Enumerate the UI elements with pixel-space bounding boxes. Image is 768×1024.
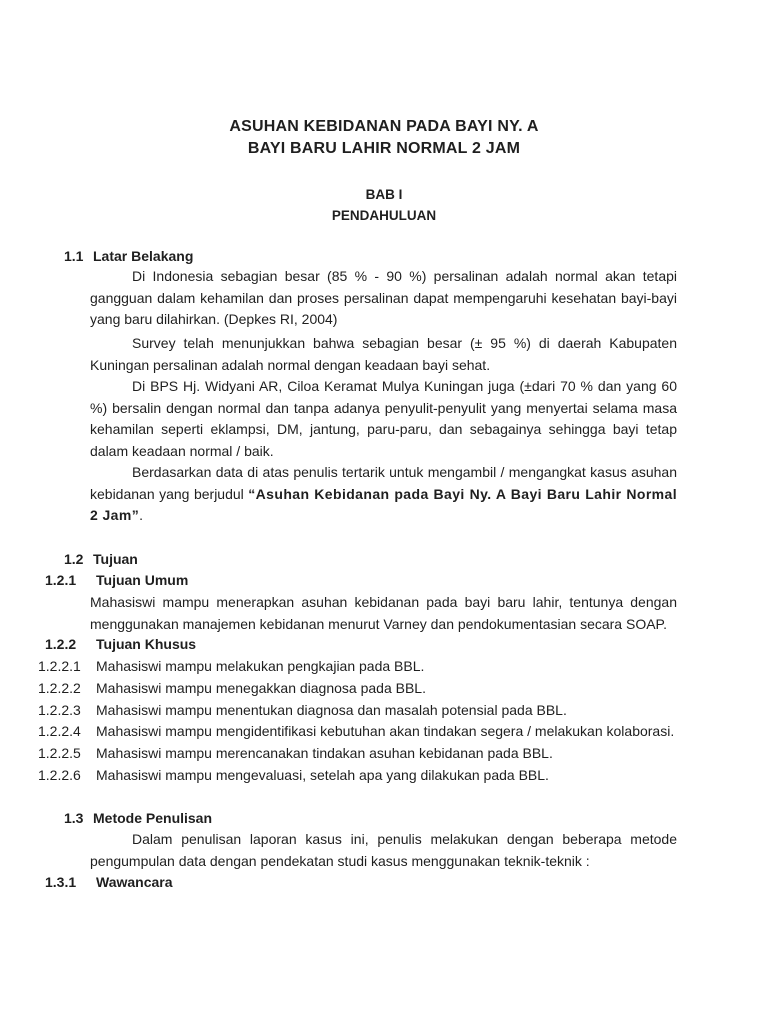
paragraph-1-1-a: Di Indonesia sebagian besar (85 % - 90 %) persalinan adalah normal akan tetapi gangguan dalam kehamilan dan proses persalinan dapat mempengaruhi kesehatan bayi-bayi yang baru dilahirkan. (Depkes RI, 2004) xyxy=(90,268,677,327)
section-1-1-number: 1.1 xyxy=(64,248,84,264)
list-item-number: 1.2.2.2 xyxy=(38,680,81,696)
paragraph-1-1-b: Survey telah menunjukkan bahwa sebagian besar (± 95 %) di daerah Kabupaten Kuningan persalinan adalah normal dengan keadaan bayi sehat. xyxy=(90,335,677,373)
subsection-1-3-1-title: Wawancara xyxy=(96,874,173,890)
paragraph-metode-penulisan: Dalam penulisan laporan kasus ini, penulis melakukan dengan beberapa metode pengumpulan data dengan pendekatan studi kasus menggunakan teknik-teknik : xyxy=(90,831,677,869)
list-item-number: 1.2.2.5 xyxy=(38,745,81,761)
chapter-number: BAB I xyxy=(365,187,403,202)
section-1-2-number: 1.2 xyxy=(64,551,84,567)
section-1-1-title: Latar Belakang xyxy=(93,248,194,264)
paragraph-1-1-c: Di BPS Hj. Widyani AR, Ciloa Keramat Mulya Kuningan juga (±dari 70 % dan yang 60 %) bersalin dengan normal dan tanpa adanya penyulit-penyulit yang menyertai selama masa kehamilan seperti eklampsi, DM, jantung, paru-paru, dan sebagainya sehingga bayi tetap dalam keadaan normal / baik. xyxy=(90,378,677,459)
list-item-number: 1.2.2.1 xyxy=(38,658,81,674)
subsection-1-2-1-title: Tujuan Umum xyxy=(96,572,189,588)
paragraph-1-1-d-text: Berdasarkan data di atas penulis tertarik untuk mengambil / mengangkat kasus asuhan kebidanan yang berjudul xyxy=(90,464,677,502)
section-1-2-title: Tujuan xyxy=(93,551,138,567)
paragraph-tujuan-umum: Mahasiswi mampu menerapkan asuhan kebidanan pada bayi baru lahir, tentunya dengan menggunakan manajemen kebidanan menurut Varney dan pendokumentasian secara SOAP. xyxy=(90,594,677,632)
list-item-text: Mahasiswi mampu melakukan pengkajian pada BBL. xyxy=(96,658,425,674)
subsection-1-2-1-number: 1.2.1 xyxy=(45,572,77,588)
list-item-number: 1.2.2.4 xyxy=(38,723,81,739)
paragraph-1-1-d xyxy=(90,462,677,527)
document-title-line-2: BAYI BARU LAHIR NORMAL 2 JAM xyxy=(247,140,521,157)
list-item-text: Mahasiswi mampu menegakkan diagnosa pada BBL. xyxy=(96,680,426,696)
section-1-3-title: Metode Penulisan xyxy=(93,810,213,826)
list-item-number: 1.2.2.3 xyxy=(38,702,81,718)
list-item-text: Mahasiswi mampu mengidentifikasi kebutuhan akan tindakan segera / melakukan kolaborasi. xyxy=(96,723,675,739)
subsection-1-2-2-number: 1.2.2 xyxy=(45,636,77,652)
chapter-name: PENDAHULUAN xyxy=(331,208,437,223)
list-item-text: Mahasiswi mampu mengevaluasi, setelah apa yang dilakukan pada BBL. xyxy=(96,767,549,783)
paragraph-1-1-d-end: . xyxy=(139,507,143,523)
list-item-text: Mahasiswi mampu menentukan diagnosa dan masalah potensial pada BBL. xyxy=(96,702,567,718)
document-title-line-1: ASUHAN KEBIDANAN PADA BAYI NY. A xyxy=(229,118,539,135)
list-item-number: 1.2.2.6 xyxy=(38,767,81,783)
section-1-3-number: 1.3 xyxy=(64,810,84,826)
case-title-emphasis: “Asuhan Kebidanan pada Bayi Ny. A Bayi Baru Lahir Normal 2 Jam” xyxy=(90,485,677,523)
subsection-1-2-2-title: Tujuan Khusus xyxy=(96,636,197,652)
subsection-1-3-1-number: 1.3.1 xyxy=(45,874,77,890)
list-item-text: Mahasiswi mampu merencanakan tindakan asuhan kebidanan pada BBL. xyxy=(96,745,553,761)
